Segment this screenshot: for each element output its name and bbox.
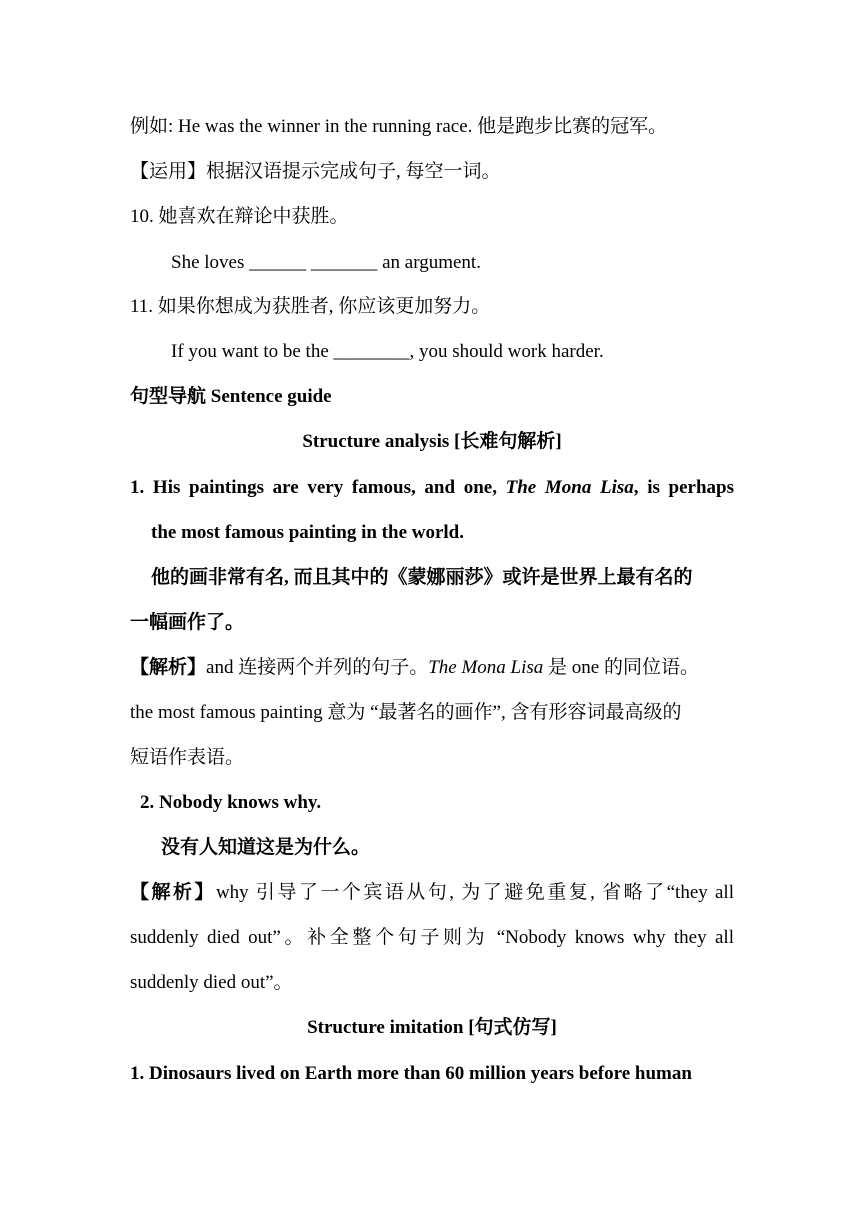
analysis-1-explanation-text: and 连接两个并列的句子。 [206, 657, 429, 678]
analysis-sentence-1-translation: 他的画非常有名, 而且其中的《蒙娜丽莎》或许是世界上最有名的 [151, 567, 693, 588]
analysis-2-explanation [130, 880, 734, 906]
example-line: 例如: He was the winner in the running race. 他是跑步比赛的冠军。 [130, 116, 668, 137]
analysis-2-explanation-text: why 引导了一个宾语从句, 为了避免重复, 省略了“they all [215, 882, 734, 903]
subheading-structure-analysis: Structure analysis [长难句解析] [302, 431, 562, 452]
analysis-label: 【解析】 [130, 657, 207, 678]
analysis-sentence-1-continued: the most famous painting in the world. [151, 522, 464, 543]
imitation-sentence-1: 1. Dinosaurs lived on Earth more than 60 million years before human [130, 1063, 692, 1084]
analysis-sentence-1 [130, 475, 734, 501]
analysis-sentence-1-part-a: 1. His paintings are very famous, and one, [130, 477, 506, 498]
analysis-label: 【解析】 [130, 882, 216, 903]
exercise-instruction: 【运用】根据汉语提示完成句子, 每空一词。 [130, 161, 501, 182]
analysis-1-explanation-continued: the most famous painting 意为 “最著名的画作”, 含有形容词最高级的 [130, 702, 682, 723]
analysis-sentence-1-translation-continued: 一幅画作了。 [130, 612, 245, 633]
question-11: 11. 如果你想成为获胜者, 你应该更加努力。 [130, 296, 491, 317]
analysis-1-explanation [130, 655, 734, 681]
analysis-2-explanation-continued: suddenly died out”。补全整个句子则为 “Nobody knows why they all [130, 927, 734, 948]
analysis-1-explanation-tail: 是 one 的同位语。 [543, 657, 699, 678]
analysis-1-explanation-end: 短语作表语。 [130, 747, 245, 768]
question-10: 10. 她喜欢在辩论中获胜。 [130, 206, 349, 227]
section-heading-sentence-guide: 句型导航 Sentence guide [130, 386, 332, 407]
analysis-sentence-1-part-c: , is perhaps [633, 477, 734, 498]
analysis-2-explanation-end: suddenly died out”。 [130, 972, 293, 993]
analysis-sentence-2: 2. Nobody knows why. [140, 792, 322, 813]
question-11-blank-sentence: If you want to be the ________, you should work harder. [171, 341, 604, 362]
question-10-blank-sentence: She loves ______ _______ an argument. [171, 252, 481, 273]
analysis-sentence-2-translation: 没有人知道这是为什么。 [161, 837, 371, 858]
subheading-structure-imitation: Structure imitation [句式仿写] [307, 1017, 557, 1038]
analysis-sentence-1-title: The Mona Lisa [505, 477, 634, 498]
analysis-1-title-ref: The Mona Lisa [428, 657, 544, 678]
